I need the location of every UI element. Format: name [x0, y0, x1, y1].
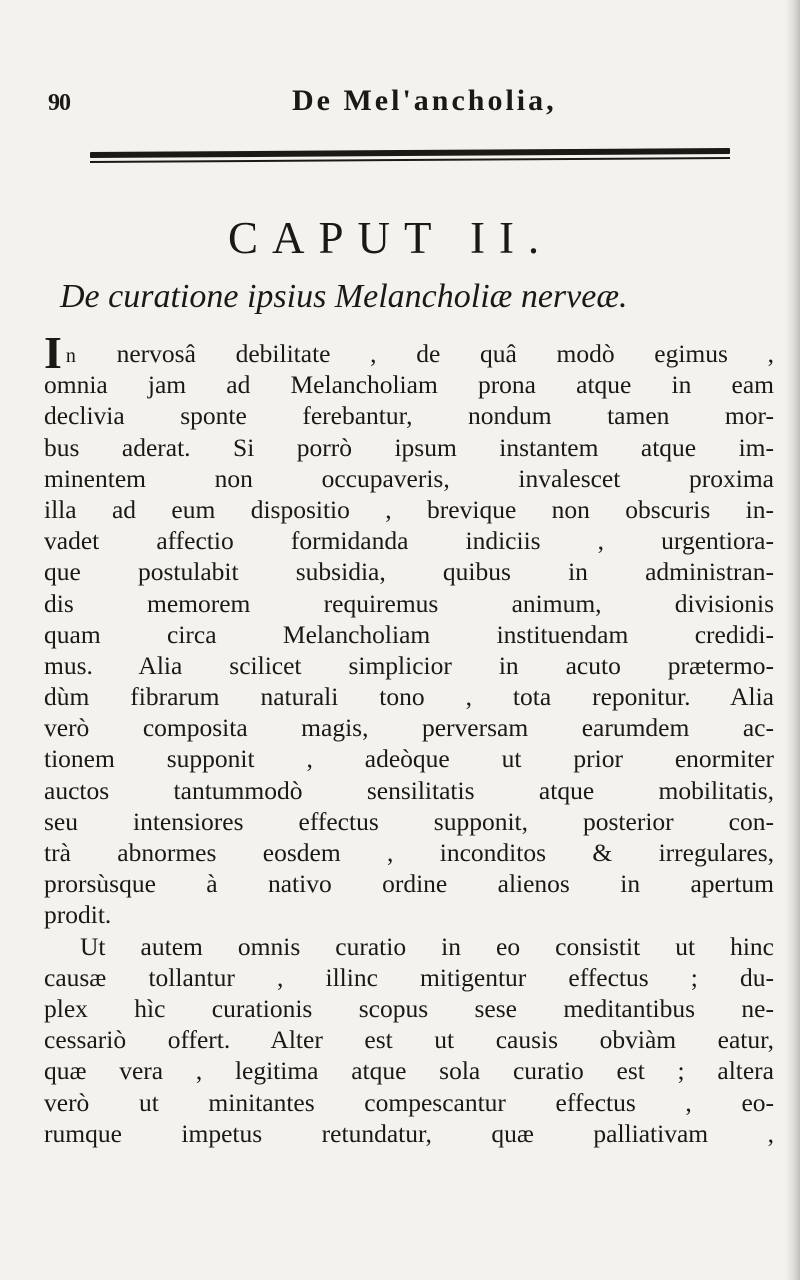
text-line: bus aderat. Si porrò ipsum instantem atque im-	[44, 432, 774, 462]
header-rule	[90, 150, 730, 161]
header-rule-thin	[90, 157, 730, 163]
text-line: plex hìc curationis scopus sese meditantibus ne-	[44, 993, 774, 1023]
chapter-subtitle: De curatione ipsius Melancholiæ nerveæ.	[60, 278, 628, 315]
text-line: tionem supponit , adeòque ut prior enormiter	[44, 744, 774, 774]
text-line-1-content: nervosâ debilitate , de quâ modò egimus ,	[116, 339, 775, 368]
drop-cap-rest: n	[65, 345, 77, 367]
text-line: minentem non occupaveris, invalescet proxima	[44, 463, 774, 493]
body-text	[44, 327, 775, 1149]
text-line: Ut autem omnis curatio in eo consistit ut hinc	[80, 931, 774, 961]
chapter-heading: CAPUT II.	[228, 213, 554, 263]
text-line: vadet affectio formidanda indiciis , urgentiora-	[44, 526, 774, 556]
text-line: cessariò offert. Alter est ut causis obviàm eatur,	[44, 1025, 774, 1055]
text-line: dùm fibrarum naturali tono , tota reponitur. Alia	[44, 682, 774, 712]
text-line: mus. Alia scilicet simplicior in acuto prætermo-	[44, 650, 774, 680]
drop-cap: I	[44, 327, 62, 378]
page-header	[48, 84, 608, 124]
text-line: declivia sponte ferebantur, nondum tamen mor-	[44, 401, 774, 431]
page-edge-shadow	[786, 0, 800, 1280]
text-line: quam circa Melancholiam instituendam credidi-	[44, 619, 774, 649]
text-line: verò ut minitantes compescantur effectus , eo-	[44, 1087, 774, 1117]
text-line: rumque impetus retundatur, quæ palliativam ,	[44, 1118, 774, 1148]
text-line: omnia jam ad Melancholiam prona atque in eam	[44, 370, 774, 400]
text-line: causæ tollantur , illinc mitigentur effectus ; du-	[44, 962, 774, 992]
header-rule-thick	[90, 148, 730, 158]
text-line: que postulabit subsidia, quibus in administran-	[44, 557, 774, 587]
text-line: seu intensiores effectus supponit, posterior con-	[44, 806, 774, 836]
text-line: auctos tantummodò sensilitatis atque mobilitatis,	[44, 775, 774, 805]
text-line-1	[44, 327, 775, 378]
text-line: illa ad eum dispositio , breviquе non obscuris in-	[44, 494, 774, 524]
text-line: prorsùsque à nativo ordine alienos in apertum	[44, 869, 774, 899]
text-line: prodit.	[44, 900, 112, 930]
text-line: trà abnormes eosdem , inconditos & irregulares,	[44, 838, 774, 867]
text-line: verò composita magis, perversam earumdem ac-	[44, 713, 774, 743]
text-line: dis memorem requiremus animum, divisionis	[44, 588, 774, 618]
text-line: quæ vera , legitima atque sola curatio est ; altera	[44, 1056, 774, 1086]
page-number: 90	[48, 90, 70, 116]
running-head: De Mel'ancholia,	[292, 84, 557, 117]
